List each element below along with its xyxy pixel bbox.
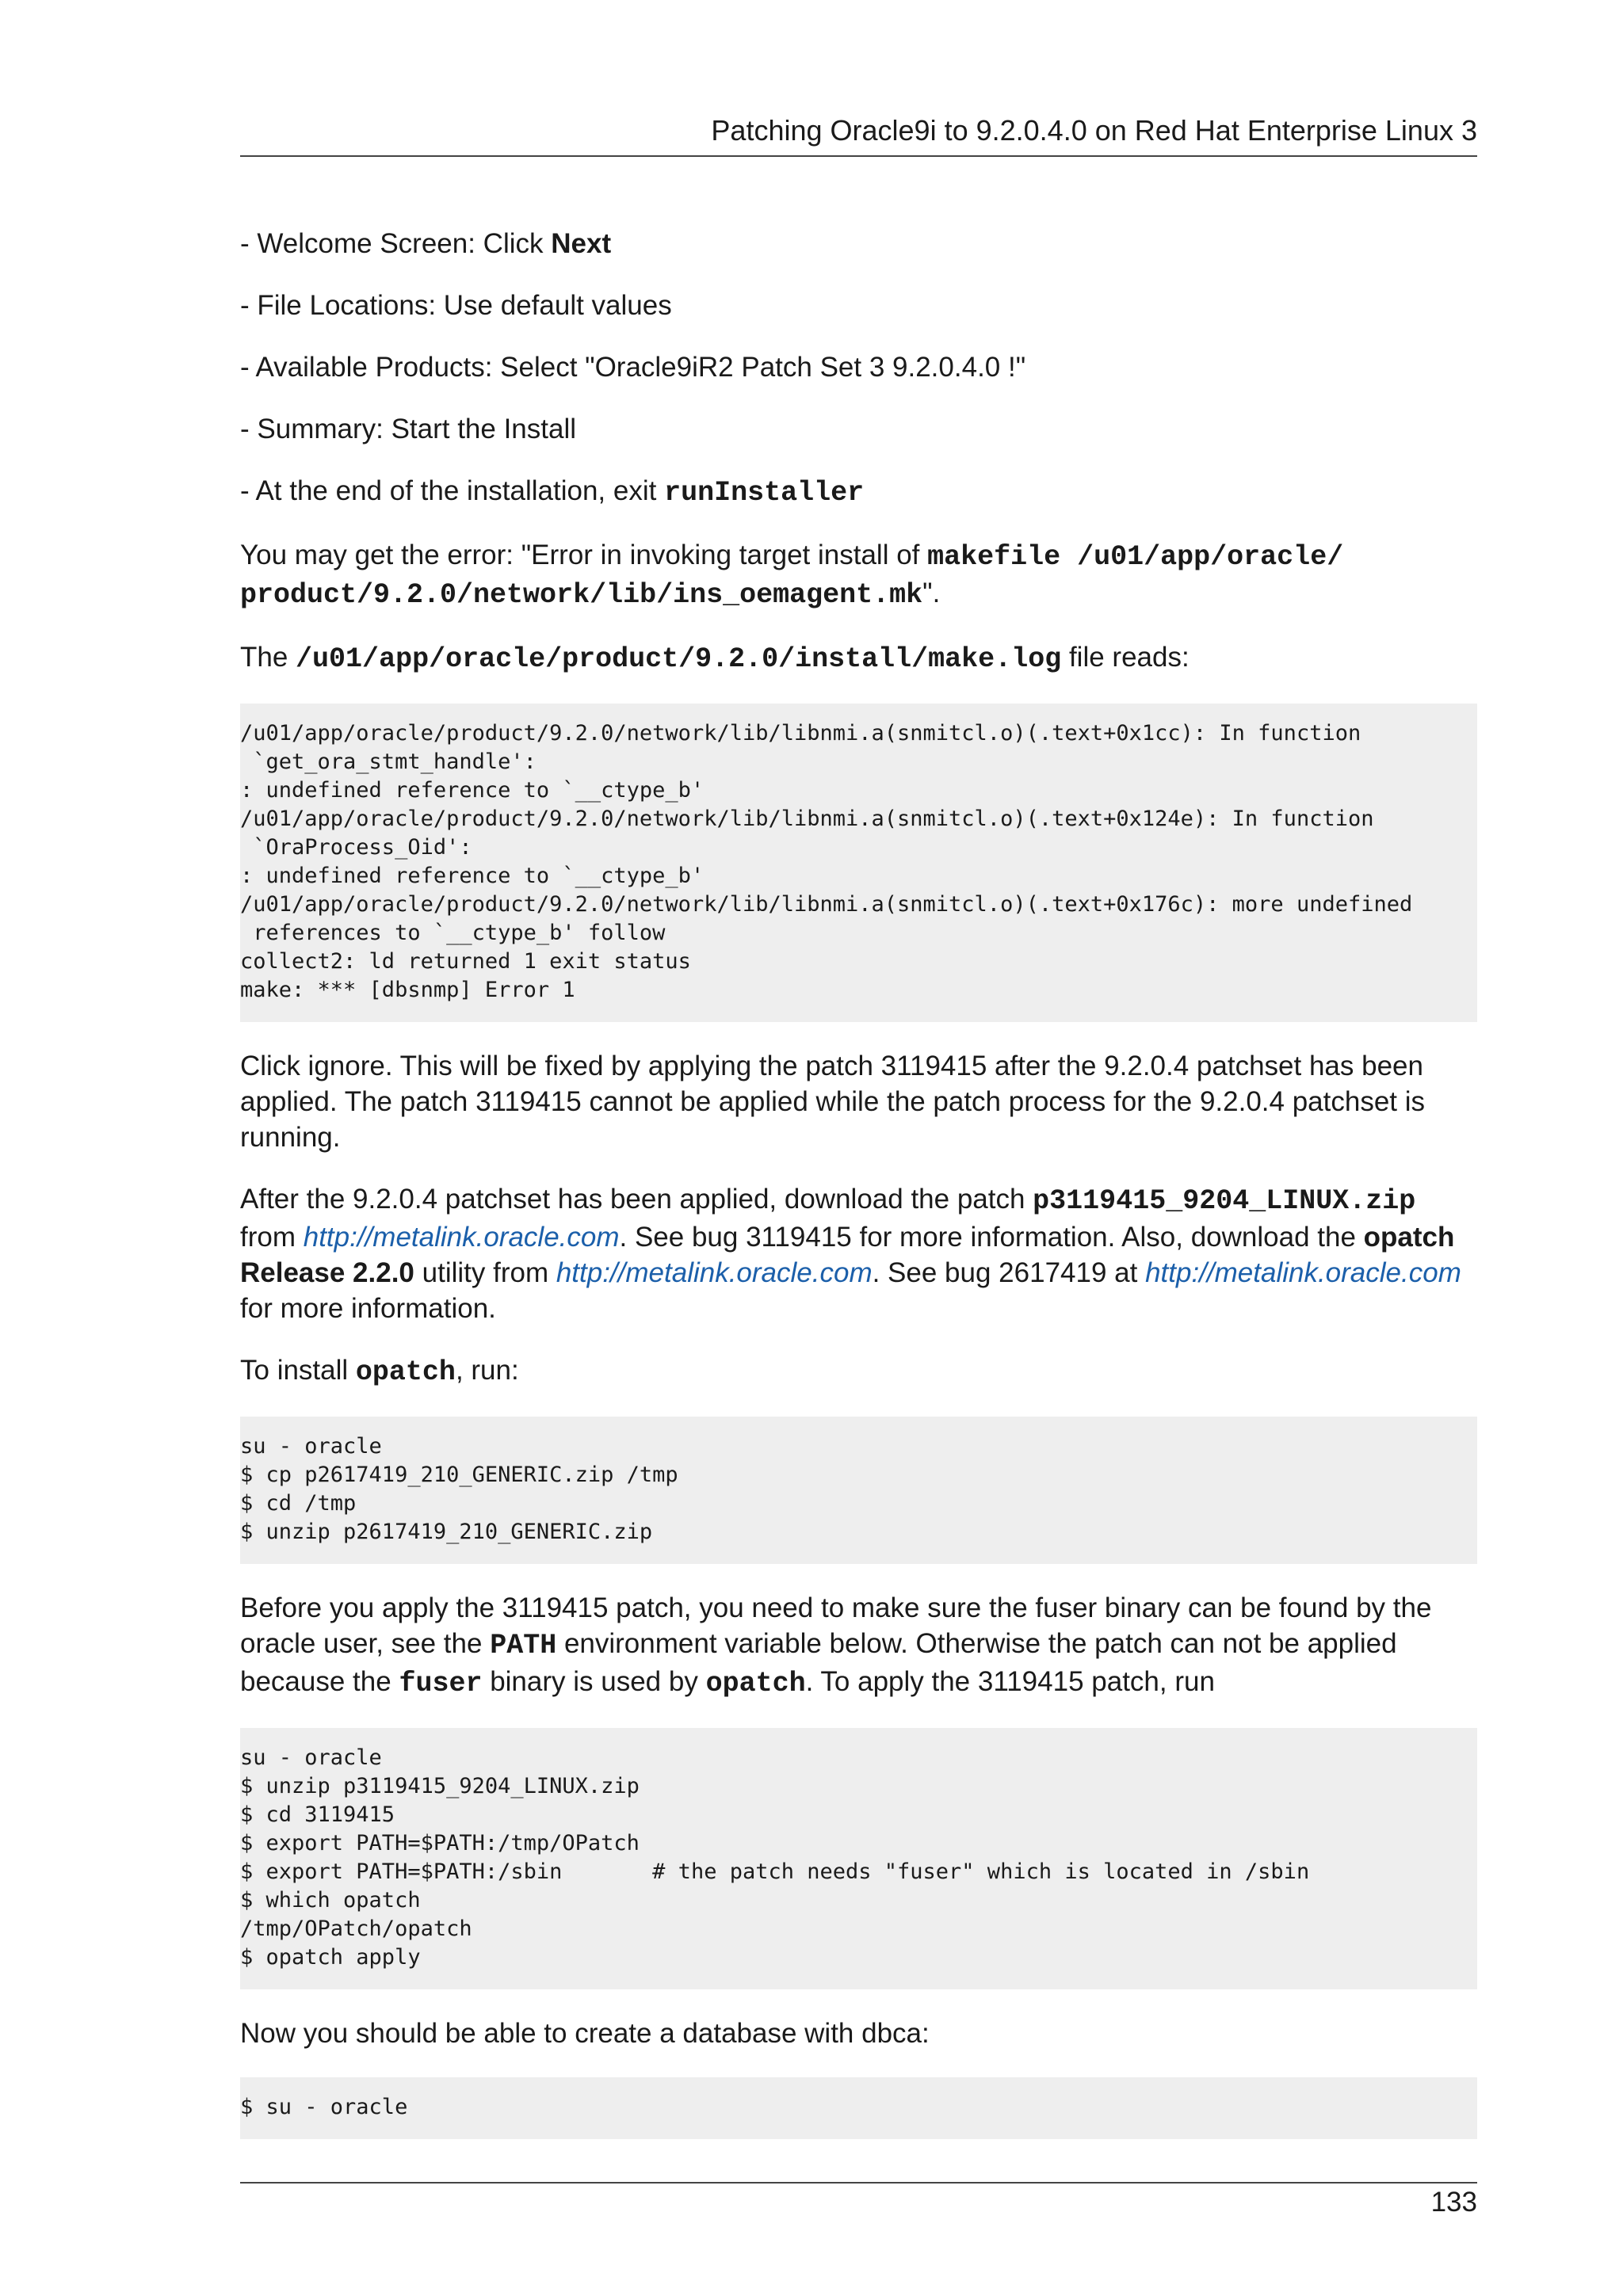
code-line: $ export PATH=$PATH:/sbin # the patch needs "fuser" which is located in /sbin [240, 1859, 1310, 1884]
code-line: /tmp/OPatch/opatch [240, 1917, 472, 1941]
makelog-path-code: /u01/app/oracle/product/9.2.0/install/make.log [296, 643, 1062, 675]
apply-code-block [240, 1728, 1477, 1989]
dbca-code-block [240, 2077, 1477, 2139]
metalink-link-3[interactable]: http://metalink.oracle.com [1145, 1257, 1461, 1288]
patch-zip-code: p3119415_9204_LINUX.zip [1033, 1185, 1416, 1217]
code-line: $ opatch apply [240, 1945, 421, 1970]
dbca-paragraph: Now you should be able to create a database with dbca: [240, 2018, 930, 2049]
fuser-paragraph: Before you apply the 3119415 patch, you need to make sure the fuser binary can be found by the oracle user, see the PATH environment variable below. Otherwise the patch can not be applied because the fuser binary is used by opatch. To apply the 3119415 patch, run [240, 1592, 1432, 1699]
code-line: references to `__ctype_b' follow [240, 921, 666, 945]
ignore-paragraph: Click ignore. This will be fixed by applying the patch 3119415 after the 9.2.0.4 patchset has been applied. The patch 3119415 cannot be applied while the patch process for the 9.2.0.4 patchset is running. [240, 1051, 1426, 1153]
metalink-link-1[interactable]: http://metalink.oracle.com [303, 1222, 620, 1253]
footer-rule [240, 2182, 1477, 2183]
code-line: $ unzip p2617419_210_GENERIC.zip [240, 1520, 653, 1544]
code-line: /u01/app/oracle/product/9.2.0/network/lib/libnmi.a(snmitcl.o)(.text+0x1cc): In function [240, 721, 1361, 746]
makefile-code-1: makefile /u01/app/oracle/ [927, 541, 1344, 573]
code-line: make: *** [dbsnmp] Error 1 [240, 978, 575, 1002]
install-paragraph: To install opatch, run: [240, 1355, 519, 1388]
code-line: $ export PATH=$PATH:/tmp/OPatch [240, 1831, 640, 1855]
step-welcome: - Welcome Screen: Click Next [240, 228, 612, 259]
code-line: `get_ora_stmt_handle': [240, 749, 537, 774]
metalink-link-2[interactable]: http://metalink.oracle.com [556, 1257, 873, 1288]
opatch-code: opatch [355, 1356, 456, 1388]
code-line: $ su - oracle [240, 2095, 408, 2119]
page-number: 133 [1430, 2187, 1477, 2218]
page-header [240, 111, 1477, 157]
makelog-paragraph: The /u01/app/oracle/product/9.2.0/install/make.log file reads: [240, 642, 1190, 675]
next-label: Next [551, 228, 612, 259]
path-code: PATH [490, 1630, 557, 1661]
opatch-bold: opatch [1363, 1222, 1455, 1253]
code-line: : undefined reference to `__ctype_b' [240, 864, 705, 888]
code-line: `OraProcess_Oid': [240, 835, 472, 860]
download-paragraph: After the 9.2.0.4 patchset has been applied, download the patch p3119415_9204_LINUX.zip from http://metalink.oracle.com. See bug 3119415 for more information. Also, download the opatch Release 2.2.0 utility from http://metalink.oracle.com. See bug 2617419 at http://metalink.oracle.com for more information. [240, 1184, 1461, 1324]
makelog-code-block [240, 704, 1477, 1022]
page-content [240, 226, 1477, 2139]
step-available-products: - Available Products: Select "Oracle9iR2 Patch Set 3 9.2.0.4.0 !" [240, 352, 1026, 383]
code-line: su - oracle [240, 1434, 382, 1459]
run-installer-code: runInstaller [664, 477, 865, 509]
code-line: /u01/app/oracle/product/9.2.0/network/lib/libnmi.a(snmitcl.o)(.text+0x124e): In function [240, 807, 1374, 831]
install-code-block [240, 1417, 1477, 1564]
code-line: collect2: ld returned 1 exit status [240, 949, 691, 974]
error-paragraph: You may get the error: "Error in invoking target install of makefile /u01/app/oracle/ product/9.2.0/network/lib/ins_oemagent.mk". [240, 540, 1344, 611]
release-bold: Release 2.2.0 [240, 1257, 414, 1288]
step-exit: - At the end of the installation, exit runInstaller [240, 475, 865, 509]
code-line: : undefined reference to `__ctype_b' [240, 778, 705, 803]
step-file-locations: - File Locations: Use default values [240, 290, 672, 321]
code-line: $ unzip p3119415_9204_LINUX.zip [240, 1774, 640, 1798]
makefile-code-2: product/9.2.0/network/lib/ins_oemagent.mk [240, 579, 923, 611]
code-line: /u01/app/oracle/product/9.2.0/network/lib/libnmi.a(snmitcl.o)(.text+0x176c): more undefined [240, 892, 1413, 917]
code-line: $ cd 3119415 [240, 1802, 395, 1827]
opatch-code-2: opatch [705, 1668, 806, 1699]
code-line: $ which opatch [240, 1888, 421, 1913]
code-line: $ cd /tmp [240, 1491, 357, 1516]
code-line: su - oracle [240, 1745, 382, 1770]
fuser-code: fuser [399, 1668, 483, 1699]
code-line: $ cp p2617419_210_GENERIC.zip /tmp [240, 1463, 678, 1487]
step-summary: - Summary: Start the Install [240, 414, 577, 444]
header-title: Patching Oracle9i to 9.2.0.4.0 on Red Hat Enterprise Linux 3 [711, 114, 1477, 147]
